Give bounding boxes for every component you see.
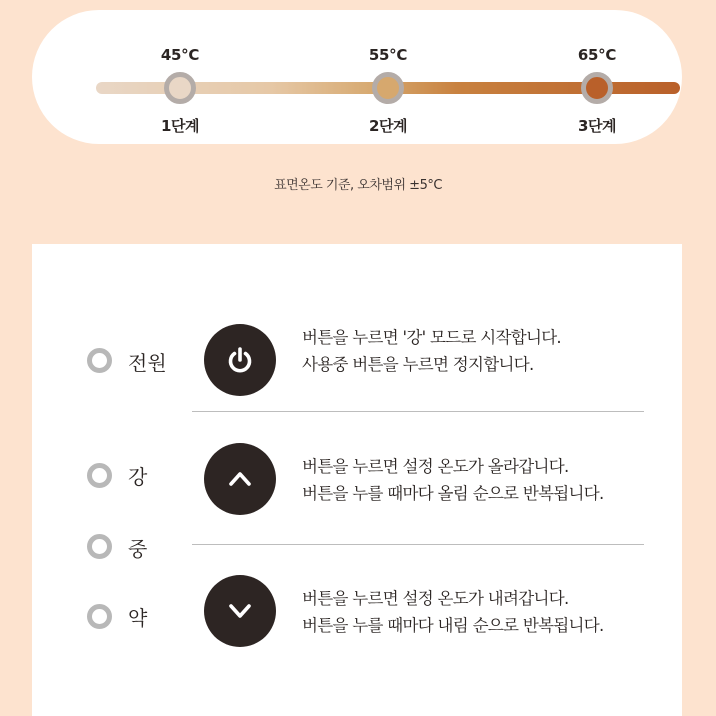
stage-1-marker bbox=[164, 72, 196, 104]
stage-2-label: 2단계 bbox=[369, 117, 407, 135]
stage-3-label: 3단계 bbox=[578, 117, 616, 135]
stage-1-label: 1단계 bbox=[161, 117, 199, 135]
temperature-up-button[interactable] bbox=[204, 443, 276, 515]
chevron-down-icon bbox=[225, 596, 255, 626]
down-button-description bbox=[302, 585, 604, 639]
up-desc-line-2: 버튼을 누를 때마다 올림 순으로 반복됩니다. bbox=[302, 484, 604, 503]
power-desc-line-2: 사용중 버튼을 누르면 정지합니다. bbox=[302, 355, 534, 374]
stage-3-marker bbox=[581, 72, 613, 104]
power-indicator-light bbox=[87, 348, 112, 373]
medium-indicator-light bbox=[87, 534, 112, 559]
power-label: 전원 bbox=[128, 351, 167, 375]
high-label: 강 bbox=[128, 465, 148, 489]
down-desc-line-1: 버튼을 누르면 설정 온도가 내려갑니다. bbox=[302, 589, 569, 608]
medium-label: 중 bbox=[128, 537, 148, 561]
up-desc-line-1: 버튼을 누르면 설정 온도가 올라갑니다. bbox=[302, 457, 569, 476]
low-label: 약 bbox=[128, 606, 148, 630]
temperature-scale-card bbox=[32, 10, 682, 144]
power-button-description bbox=[302, 324, 561, 378]
power-icon bbox=[224, 344, 256, 376]
divider-1 bbox=[192, 411, 644, 412]
stage-2-marker bbox=[372, 72, 404, 104]
up-button-description bbox=[302, 453, 604, 507]
chevron-up-icon bbox=[225, 464, 255, 494]
stage-3-temp: 65°C bbox=[577, 46, 617, 64]
down-desc-line-2: 버튼을 누를 때마다 내림 순으로 반복됩니다. bbox=[302, 616, 604, 635]
temperature-down-button[interactable] bbox=[204, 575, 276, 647]
temperature-note: 표면온도 기준, 오차범위 ±5°C bbox=[274, 178, 442, 193]
high-indicator-light bbox=[87, 463, 112, 488]
power-desc-line-1: 버튼을 누르면 '강' 모드로 시작합니다. bbox=[302, 328, 561, 347]
low-indicator-light bbox=[87, 604, 112, 629]
control-panel bbox=[32, 244, 682, 716]
stage-2-temp: 55°C bbox=[368, 46, 408, 64]
power-button[interactable] bbox=[204, 324, 276, 396]
divider-2 bbox=[192, 544, 644, 545]
stage-1-temp: 45°C bbox=[160, 46, 200, 64]
